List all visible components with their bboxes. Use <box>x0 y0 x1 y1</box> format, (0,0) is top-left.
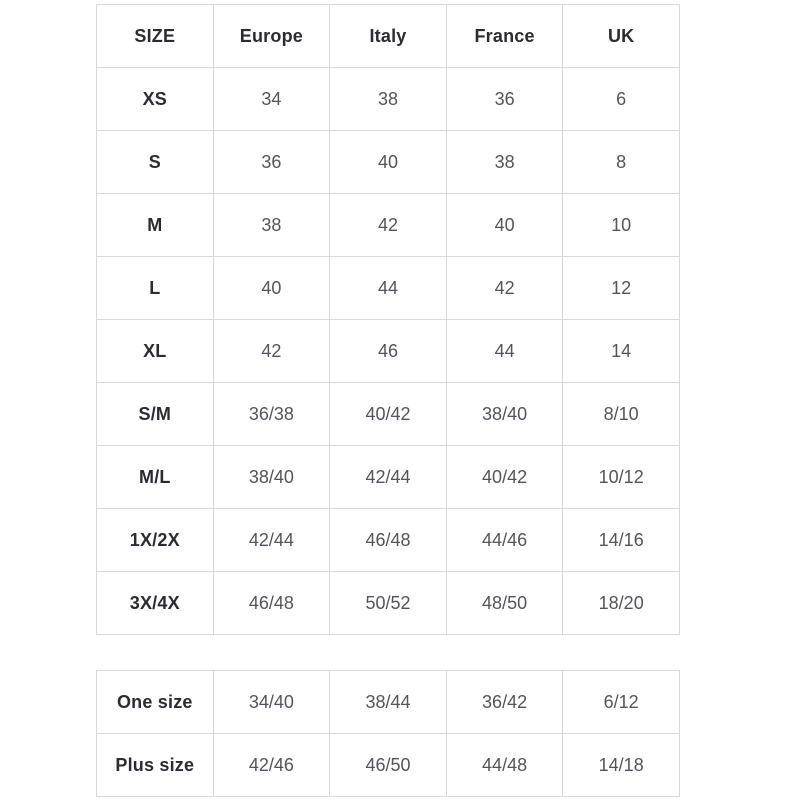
header-cell-france: France <box>446 5 563 68</box>
size-label-cell: S/M <box>97 383 214 446</box>
size-label-cell: Plus size <box>97 734 214 797</box>
value-cell: 38 <box>213 194 330 257</box>
value-cell: 34 <box>213 68 330 131</box>
table-row-3x4x <box>97 572 680 635</box>
value-cell: 18/20 <box>563 572 680 635</box>
value-cell: 44 <box>446 320 563 383</box>
table-row-s <box>97 131 680 194</box>
table-row-xs <box>97 68 680 131</box>
size-label-cell: M <box>97 194 214 257</box>
table-row-sm <box>97 383 680 446</box>
value-cell: 44/48 <box>446 734 563 797</box>
value-cell: 36 <box>446 68 563 131</box>
table-row-xl <box>97 320 680 383</box>
size-conversion-table <box>96 4 680 635</box>
table-row-m <box>97 194 680 257</box>
value-cell: 8/10 <box>563 383 680 446</box>
value-cell: 6/12 <box>563 671 680 734</box>
header-cell-europe: Europe <box>213 5 330 68</box>
table-header-row <box>97 5 680 68</box>
value-cell: 36/42 <box>446 671 563 734</box>
value-cell: 40 <box>330 131 447 194</box>
value-cell: 42 <box>213 320 330 383</box>
value-cell: 44 <box>330 257 447 320</box>
value-cell: 36/38 <box>213 383 330 446</box>
value-cell: 46/48 <box>330 509 447 572</box>
value-cell: 6 <box>563 68 680 131</box>
value-cell: 38 <box>330 68 447 131</box>
value-cell: 42/46 <box>213 734 330 797</box>
value-cell: 40 <box>446 194 563 257</box>
value-cell: 44/46 <box>446 509 563 572</box>
value-cell: 14/16 <box>563 509 680 572</box>
value-cell: 12 <box>563 257 680 320</box>
value-cell: 8 <box>563 131 680 194</box>
value-cell: 42 <box>330 194 447 257</box>
special-sizes-table <box>96 670 680 797</box>
value-cell: 10 <box>563 194 680 257</box>
table-row-one-size <box>97 671 680 734</box>
size-label-cell: 3X/4X <box>97 572 214 635</box>
value-cell: 42/44 <box>213 509 330 572</box>
value-cell: 38/40 <box>213 446 330 509</box>
table-row-plus-size <box>97 734 680 797</box>
value-cell: 10/12 <box>563 446 680 509</box>
value-cell: 42/44 <box>330 446 447 509</box>
header-cell-italy: Italy <box>330 5 447 68</box>
size-label-cell: XL <box>97 320 214 383</box>
value-cell: 38/44 <box>330 671 447 734</box>
value-cell: 38 <box>446 131 563 194</box>
table-row-l <box>97 257 680 320</box>
value-cell: 46/48 <box>213 572 330 635</box>
value-cell: 38/40 <box>446 383 563 446</box>
value-cell: 46 <box>330 320 447 383</box>
value-cell: 36 <box>213 131 330 194</box>
value-cell: 14/18 <box>563 734 680 797</box>
value-cell: 14 <box>563 320 680 383</box>
value-cell: 40/42 <box>446 446 563 509</box>
size-label-cell: One size <box>97 671 214 734</box>
value-cell: 42 <box>446 257 563 320</box>
table-row-1x2x <box>97 509 680 572</box>
size-label-cell: S <box>97 131 214 194</box>
header-cell-uk: UK <box>563 5 680 68</box>
value-cell: 40/42 <box>330 383 447 446</box>
size-label-cell: L <box>97 257 214 320</box>
value-cell: 34/40 <box>213 671 330 734</box>
value-cell: 50/52 <box>330 572 447 635</box>
size-label-cell: 1X/2X <box>97 509 214 572</box>
table-row-ml <box>97 446 680 509</box>
value-cell: 40 <box>213 257 330 320</box>
size-label-cell: XS <box>97 68 214 131</box>
value-cell: 48/50 <box>446 572 563 635</box>
size-label-cell: M/L <box>97 446 214 509</box>
value-cell: 46/50 <box>330 734 447 797</box>
header-cell-size: SIZE <box>97 5 214 68</box>
